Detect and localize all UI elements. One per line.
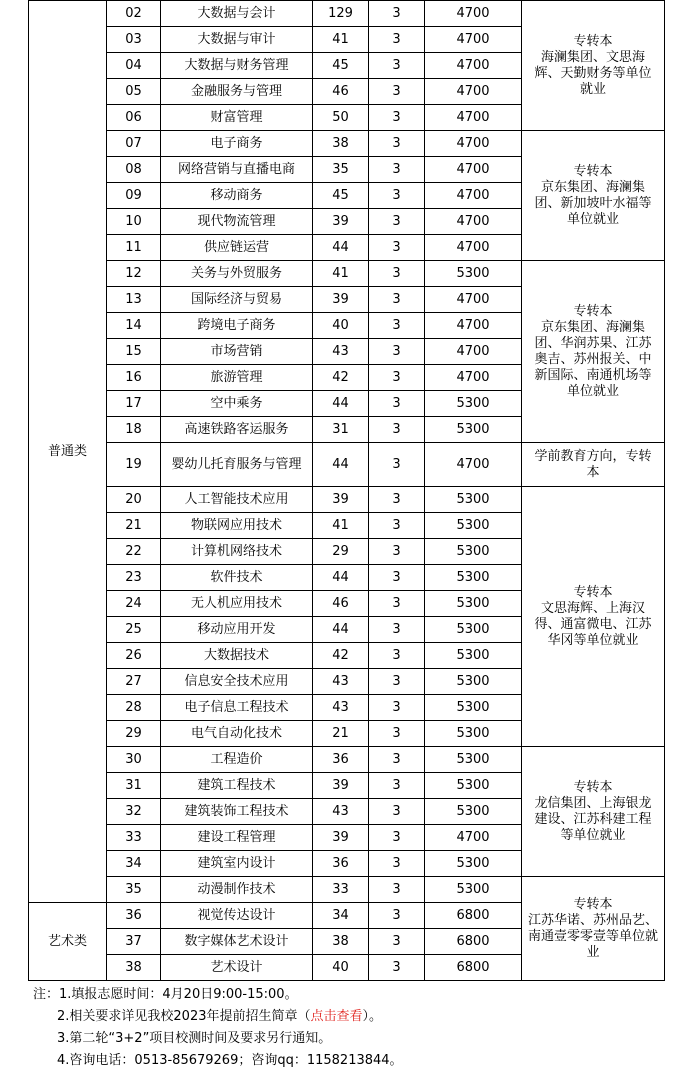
years-cell: 3	[369, 235, 425, 261]
years-cell: 3	[369, 157, 425, 183]
major-cell: 国际经济与贸易	[161, 287, 313, 313]
no-cell: 14	[107, 313, 161, 339]
no-cell: 21	[107, 513, 161, 539]
plan-cell: 129	[313, 1, 369, 27]
plan-cell: 38	[313, 929, 369, 955]
years-cell: 3	[369, 79, 425, 105]
years-cell: 3	[369, 53, 425, 79]
remark-line: 辉、天勤财务等单位	[534, 65, 652, 81]
table-row	[29, 487, 665, 513]
remark-line: 京东集团、海澜集	[540, 179, 645, 195]
major-cell: 无人机应用技术	[161, 591, 313, 617]
major-cell: 供应链运营	[161, 235, 313, 261]
no-cell: 11	[107, 235, 161, 261]
major-cell: 建筑装饰工程技术	[161, 799, 313, 825]
major-cell: 移动商务	[161, 183, 313, 209]
years-cell: 3	[369, 261, 425, 287]
remark-line: 业	[586, 944, 600, 960]
years-cell: 3	[369, 643, 425, 669]
years-cell: 3	[369, 747, 425, 773]
fee-cell: 4700	[425, 313, 522, 339]
plan-cell: 40	[313, 313, 369, 339]
fee-cell: 6800	[425, 955, 522, 981]
table-row	[29, 877, 665, 903]
remark-line: 文思海辉、上海汉	[540, 600, 645, 616]
no-cell: 34	[107, 851, 161, 877]
remark-line: 专转本	[573, 303, 613, 319]
note-4: 4.咨询电话：0513-85679269；咨询qq：1158213844。	[57, 1053, 403, 1068]
no-cell: 30	[107, 747, 161, 773]
plan-cell: 45	[313, 53, 369, 79]
major-cell: 人工智能技术应用	[161, 487, 313, 513]
major-cell: 电子信息工程技术	[161, 695, 313, 721]
fee-cell: 4700	[425, 183, 522, 209]
years-cell: 3	[369, 825, 425, 851]
remark-line: 专转本	[573, 896, 613, 912]
major-cell: 旅游管理	[161, 365, 313, 391]
years-cell: 3	[369, 877, 425, 903]
major-cell: 艺术设计	[161, 955, 313, 981]
fee-cell: 4700	[425, 209, 522, 235]
years-cell: 3	[369, 339, 425, 365]
note-2-text: 2.相关要求详见我校2023年提前招生简章（	[57, 1009, 311, 1024]
plan-cell: 46	[313, 591, 369, 617]
plan-cell: 36	[313, 851, 369, 877]
years-cell: 3	[369, 443, 425, 487]
table-row	[29, 261, 665, 287]
fee-cell: 5300	[425, 643, 522, 669]
remark-line: 专转本	[573, 779, 613, 795]
plan-cell: 44	[313, 617, 369, 643]
fee-cell: 4700	[425, 365, 522, 391]
plan-cell: 39	[313, 287, 369, 313]
major-cell: 建设工程管理	[161, 825, 313, 851]
plan-cell: 21	[313, 721, 369, 747]
fee-cell: 5300	[425, 539, 522, 565]
no-cell: 20	[107, 487, 161, 513]
major-cell: 关务与外贸服务	[161, 261, 313, 287]
fee-cell: 5300	[425, 391, 522, 417]
major-cell: 大数据技术	[161, 643, 313, 669]
major-cell: 电子商务	[161, 131, 313, 157]
remark-cell	[522, 747, 665, 877]
notes	[33, 984, 403, 1072]
fee-cell: 5300	[425, 565, 522, 591]
no-cell: 18	[107, 417, 161, 443]
no-cell: 16	[107, 365, 161, 391]
plan-cell: 40	[313, 955, 369, 981]
no-cell: 35	[107, 877, 161, 903]
major-cell: 大数据与财务管理	[161, 53, 313, 79]
no-cell: 12	[107, 261, 161, 287]
plan-cell: 33	[313, 877, 369, 903]
remark-line: 专转本	[573, 33, 613, 49]
fee-cell: 5300	[425, 487, 522, 513]
plan-cell: 43	[313, 669, 369, 695]
plan-cell: 29	[313, 539, 369, 565]
plan-cell: 42	[313, 643, 369, 669]
note-1: 注：1.填报志愿时间：4月20日9:00-15:00。	[33, 987, 298, 1002]
years-cell: 3	[369, 539, 425, 565]
remark-line: 团、新加坡叶水福等	[534, 195, 652, 211]
major-cell: 跨境电子商务	[161, 313, 313, 339]
fee-cell: 5300	[425, 851, 522, 877]
remark-line: 学前教育方向，专转	[534, 448, 652, 464]
plan-cell: 45	[313, 183, 369, 209]
major-cell: 移动应用开发	[161, 617, 313, 643]
no-cell: 07	[107, 131, 161, 157]
note-3: 3.第二轮“3+2”项目校测时间及要求另行通知。	[57, 1031, 332, 1046]
years-cell: 3	[369, 209, 425, 235]
remark-line: 海澜集团、文思海	[540, 49, 645, 65]
years-cell: 3	[369, 669, 425, 695]
fee-cell: 4700	[425, 157, 522, 183]
major-cell: 软件技术	[161, 565, 313, 591]
years-cell: 3	[369, 287, 425, 313]
remark-cell	[522, 1, 665, 131]
fee-cell: 5300	[425, 695, 522, 721]
plan-cell: 41	[313, 27, 369, 53]
major-cell: 大数据与审计	[161, 27, 313, 53]
fee-cell: 5300	[425, 617, 522, 643]
fee-cell: 4700	[425, 1, 522, 27]
fee-cell: 4700	[425, 131, 522, 157]
no-cell: 04	[107, 53, 161, 79]
remark-line: 建设、江苏科建工程	[534, 811, 652, 827]
major-cell: 数字媒体艺术设计	[161, 929, 313, 955]
years-cell: 3	[369, 105, 425, 131]
table-row	[29, 131, 665, 157]
no-cell: 29	[107, 721, 161, 747]
no-cell: 09	[107, 183, 161, 209]
fee-cell: 5300	[425, 877, 522, 903]
plan-cell: 42	[313, 365, 369, 391]
no-cell: 26	[107, 643, 161, 669]
years-cell: 3	[369, 721, 425, 747]
fee-cell: 5300	[425, 747, 522, 773]
fee-cell: 5300	[425, 591, 522, 617]
plan-cell: 36	[313, 747, 369, 773]
years-cell: 3	[369, 1, 425, 27]
remark-line: 得、通富微电、江苏	[534, 616, 652, 632]
fee-cell: 4700	[425, 53, 522, 79]
years-cell: 3	[369, 183, 425, 209]
fee-cell: 5300	[425, 669, 522, 695]
no-cell: 37	[107, 929, 161, 955]
table-row	[29, 443, 665, 487]
fee-cell: 5300	[425, 261, 522, 287]
years-cell: 3	[369, 513, 425, 539]
no-cell: 28	[107, 695, 161, 721]
enrollment-table	[28, 0, 665, 981]
plan-cell: 44	[313, 235, 369, 261]
no-cell: 31	[107, 773, 161, 799]
major-cell: 婴幼儿托育服务与管理	[161, 443, 313, 487]
plan-cell: 44	[313, 565, 369, 591]
fee-cell: 4700	[425, 235, 522, 261]
fee-cell: 6800	[425, 929, 522, 955]
remark-line: 江苏华诺、苏州品艺、	[527, 912, 658, 928]
plan-cell: 39	[313, 487, 369, 513]
years-cell: 3	[369, 929, 425, 955]
plan-cell: 50	[313, 105, 369, 131]
fee-cell: 4700	[425, 443, 522, 487]
plan-cell: 38	[313, 131, 369, 157]
remark-cell	[522, 131, 665, 261]
fee-cell: 4700	[425, 105, 522, 131]
major-cell: 电气自动化技术	[161, 721, 313, 747]
remark-line: 龙信集团、上海银龙	[534, 795, 652, 811]
major-cell: 网络营销与直播电商	[161, 157, 313, 183]
years-cell: 3	[369, 955, 425, 981]
years-cell: 3	[369, 851, 425, 877]
fee-cell: 5300	[425, 417, 522, 443]
remark-line: 新国际、南通机场等	[534, 367, 652, 383]
major-cell: 信息安全技术应用	[161, 669, 313, 695]
note-2	[33, 1006, 403, 1028]
table-row	[29, 1, 665, 27]
years-cell: 3	[369, 773, 425, 799]
remark-line: 就业	[579, 81, 606, 97]
remark-line: 华冈等单位就业	[547, 632, 639, 648]
no-cell: 36	[107, 903, 161, 929]
plan-cell: 43	[313, 695, 369, 721]
years-cell: 3	[369, 131, 425, 157]
years-cell: 3	[369, 391, 425, 417]
no-cell: 22	[107, 539, 161, 565]
plan-cell: 31	[313, 417, 369, 443]
remark-cell	[522, 443, 665, 487]
major-cell: 建筑室内设计	[161, 851, 313, 877]
no-cell: 03	[107, 27, 161, 53]
remark-line: 单位就业	[566, 211, 619, 227]
plan-cell: 43	[313, 799, 369, 825]
fee-cell: 5300	[425, 799, 522, 825]
major-cell: 计算机网络技术	[161, 539, 313, 565]
remark-line: 本	[586, 464, 600, 480]
major-cell: 建筑工程技术	[161, 773, 313, 799]
no-cell: 15	[107, 339, 161, 365]
fee-cell: 5300	[425, 721, 522, 747]
table-body	[29, 1, 665, 981]
no-cell: 02	[107, 1, 161, 27]
major-cell: 大数据与会计	[161, 1, 313, 27]
years-cell: 3	[369, 417, 425, 443]
fee-cell: 5300	[425, 513, 522, 539]
no-cell: 33	[107, 825, 161, 851]
no-cell: 19	[107, 443, 161, 487]
major-cell: 市场营销	[161, 339, 313, 365]
plan-cell: 44	[313, 391, 369, 417]
fee-cell: 6800	[425, 903, 522, 929]
no-cell: 10	[107, 209, 161, 235]
remark-cell	[522, 487, 665, 747]
category-cell: 艺术类	[29, 903, 107, 981]
major-cell: 视觉传达设计	[161, 903, 313, 929]
remark-line: 南通壹零零壹等单位就	[527, 928, 658, 944]
major-cell: 现代物流管理	[161, 209, 313, 235]
no-cell: 25	[107, 617, 161, 643]
plan-cell: 39	[313, 209, 369, 235]
years-cell: 3	[369, 565, 425, 591]
plan-cell: 41	[313, 513, 369, 539]
no-cell: 08	[107, 157, 161, 183]
no-cell: 06	[107, 105, 161, 131]
plan-cell: 44	[313, 443, 369, 487]
years-cell: 3	[369, 591, 425, 617]
years-cell: 3	[369, 903, 425, 929]
no-cell: 13	[107, 287, 161, 313]
fee-cell: 4700	[425, 79, 522, 105]
no-cell: 17	[107, 391, 161, 417]
click-view-link[interactable]: 点击查看	[310, 1009, 363, 1024]
no-cell: 32	[107, 799, 161, 825]
no-cell: 24	[107, 591, 161, 617]
no-cell: 23	[107, 565, 161, 591]
remark-line: 京东集团、海澜集	[540, 319, 645, 335]
remark-line: 专转本	[573, 163, 613, 179]
major-cell: 物联网应用技术	[161, 513, 313, 539]
no-cell: 27	[107, 669, 161, 695]
fee-cell: 4700	[425, 27, 522, 53]
years-cell: 3	[369, 27, 425, 53]
category-cell: 普通类	[29, 1, 107, 903]
years-cell: 3	[369, 365, 425, 391]
remark-line: 团、华润苏果、江苏	[534, 335, 652, 351]
remark-line: 等单位就业	[560, 827, 626, 843]
major-cell: 财富管理	[161, 105, 313, 131]
plan-cell: 35	[313, 157, 369, 183]
remark-line: 专转本	[573, 584, 613, 600]
years-cell: 3	[369, 617, 425, 643]
major-cell: 工程造价	[161, 747, 313, 773]
years-cell: 3	[369, 695, 425, 721]
plan-cell: 39	[313, 825, 369, 851]
remark-line: 单位就业	[566, 383, 619, 399]
remark-cell	[522, 261, 665, 443]
plan-cell: 46	[313, 79, 369, 105]
fee-cell: 4700	[425, 825, 522, 851]
plan-cell: 43	[313, 339, 369, 365]
major-cell: 动漫制作技术	[161, 877, 313, 903]
plan-cell: 34	[313, 903, 369, 929]
no-cell: 05	[107, 79, 161, 105]
fee-cell: 5300	[425, 773, 522, 799]
years-cell: 3	[369, 313, 425, 339]
fee-cell: 4700	[425, 339, 522, 365]
table-row	[29, 747, 665, 773]
years-cell: 3	[369, 799, 425, 825]
years-cell: 3	[369, 487, 425, 513]
fee-cell: 4700	[425, 287, 522, 313]
plan-cell: 39	[313, 773, 369, 799]
major-cell: 空中乘务	[161, 391, 313, 417]
plan-cell: 41	[313, 261, 369, 287]
major-cell: 金融服务与管理	[161, 79, 313, 105]
note-2-suffix: ）。	[362, 1009, 383, 1024]
remark-cell	[522, 877, 665, 981]
remark-line: 奥吉、苏州报关、中	[534, 351, 652, 367]
major-cell: 高速铁路客运服务	[161, 417, 313, 443]
no-cell: 38	[107, 955, 161, 981]
